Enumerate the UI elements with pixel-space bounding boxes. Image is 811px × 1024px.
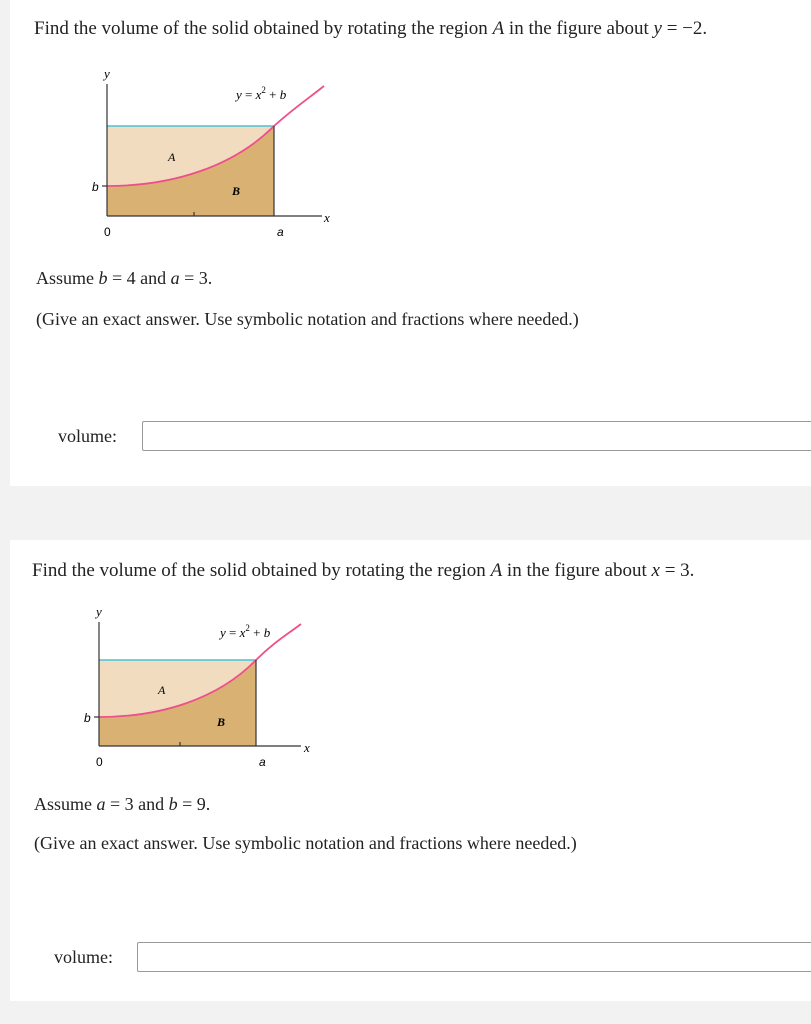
x-axis-label: x (324, 210, 330, 225)
x-axis-label: x (304, 740, 310, 755)
volume-input[interactable] (142, 421, 811, 451)
volume-input[interactable] (137, 942, 811, 972)
volume-label: volume: (54, 947, 113, 967)
answer-hint: (Give an exact answer. Use symbolic notation and fractions where needed.) (36, 309, 579, 329)
region-a-label: A (158, 683, 166, 697)
origin-label: 0 (96, 755, 103, 769)
curve-equation-label: $y = x^2 + b$ (236, 85, 287, 102)
region-figure (76, 604, 336, 779)
volume-label: volume: (58, 426, 117, 446)
problem-prompt: Find the volume of the solid obtained by rotating the region A in the figure about x = 3. (32, 560, 695, 581)
y-axis-label: y (104, 66, 110, 81)
problem-card-1 (10, 0, 811, 486)
problem-card-2 (10, 540, 811, 1001)
assumption-text: Assume a = 3 and b = 9. (34, 794, 211, 814)
origin-label: 0 (104, 225, 111, 239)
assumption-text: Assume b = 4 and a = 3. (36, 268, 213, 288)
problem-prompt: Find the volume of the solid obtained by rotating the region A in the figure about y = −2. (34, 18, 708, 39)
region-b-label: B (217, 715, 226, 729)
curve-equation-label: $y = x^2 + b$ (220, 623, 271, 640)
b-label: b (84, 711, 91, 725)
region-a-label: A (168, 150, 176, 164)
answer-hint: (Give an exact answer. Use symbolic notation and fractions where needed.) (34, 833, 577, 853)
a-label: a (259, 755, 266, 769)
a-label: a (277, 225, 284, 239)
region-b-label: B (232, 184, 241, 198)
b-label: b (92, 180, 99, 194)
y-axis-label: y (96, 604, 102, 619)
region-figure (84, 62, 344, 247)
